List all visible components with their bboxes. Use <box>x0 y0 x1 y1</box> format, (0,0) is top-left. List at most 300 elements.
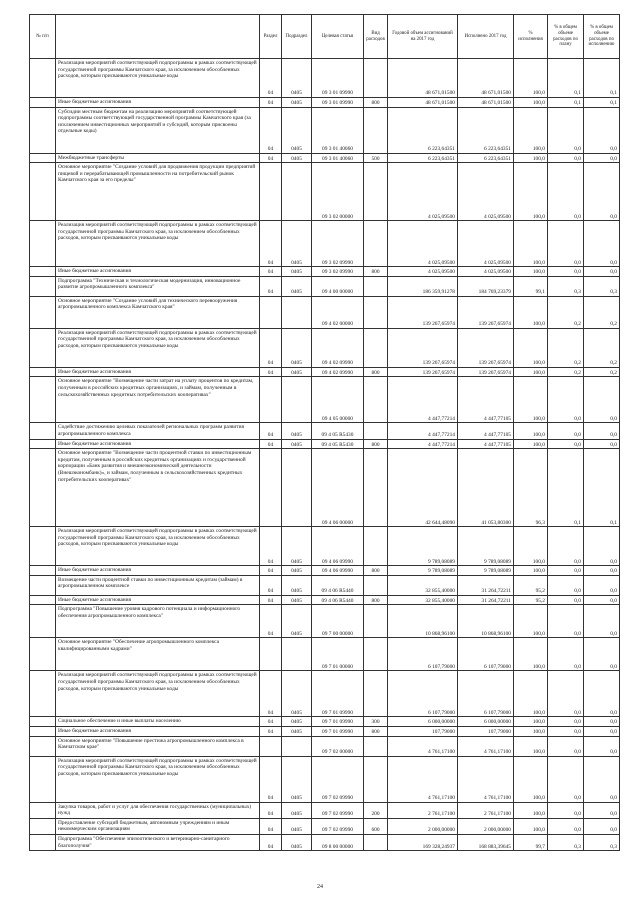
table-row <box>30 107 620 153</box>
cell-plan: 4 025,09500 <box>388 221 458 267</box>
cell-plan: 9 789,08089 <box>388 527 458 566</box>
cell-percent: 100,0 <box>514 818 548 834</box>
table-row <box>30 575 620 595</box>
cell-plan: 6 107,79000 <box>388 671 458 717</box>
cell-plan: 4 025,09500 <box>388 163 458 221</box>
cell-share-plan: 0,0 <box>548 726 584 736</box>
table-row <box>30 566 620 576</box>
cell-target-article: 09 3 01 40060 <box>312 153 364 163</box>
cell-num <box>30 267 56 277</box>
cell-podrazdel <box>282 449 312 527</box>
cell-executed: 6 223,64351 <box>458 107 514 153</box>
cell-share-fact: 0,3 <box>584 276 620 296</box>
cell-share-fact: 0,0 <box>584 575 620 595</box>
cell-name: Основное мероприятие "Создание условий для продвижения продукции предприятий пищевой и перерабатывающей промышленности на потребительский рынок Камчатского края за его пределы" <box>56 163 260 221</box>
cell-num <box>30 726 56 736</box>
cell-razdel: 04 <box>260 527 282 566</box>
cell-share-fact: 0,0 <box>584 717 620 727</box>
cell-share-fact: 0,0 <box>584 439 620 449</box>
cell-share-plan: 0,1 <box>548 98 584 108</box>
cell-razdel <box>260 638 282 671</box>
cell-name: Предоставление субсидий бюджетным, автономным учреждениям и иным некоммерческим организациям <box>56 818 260 834</box>
cell-num <box>30 276 56 296</box>
cell-razdel: 04 <box>260 802 282 818</box>
table-row <box>30 377 620 423</box>
cell-podrazdel: 0405 <box>282 98 312 108</box>
budget-table-page <box>29 14 619 851</box>
cell-share-fact: 0,0 <box>584 726 620 736</box>
cell-share-plan: 0,0 <box>548 107 584 153</box>
col-header-target-article: Целевая статья <box>312 15 364 59</box>
cell-razdel <box>260 449 282 527</box>
cell-razdel: 04 <box>260 423 282 439</box>
cell-percent: 100,0 <box>514 296 548 328</box>
cell-executed: 4 025,09500 <box>458 163 514 221</box>
cell-razdel <box>260 736 282 756</box>
cell-target-article: 09 4 05 R5430 <box>312 439 364 449</box>
cell-share-fact: 0,0 <box>584 267 620 277</box>
col-header-num: № п/п <box>30 15 56 59</box>
cell-plan: 2 761,17100 <box>388 802 458 818</box>
cell-razdel: 04 <box>260 328 282 367</box>
cell-expense-type <box>364 527 388 566</box>
cell-plan: 32 855,40000 <box>388 595 458 605</box>
cell-plan: 107,79000 <box>388 726 458 736</box>
table-row <box>30 367 620 377</box>
cell-razdel: 04 <box>260 153 282 163</box>
table-row <box>30 726 620 736</box>
cell-expense-type: 800 <box>364 566 388 576</box>
cell-target-article: 09 3 01 09990 <box>312 59 364 98</box>
cell-target-article: 09 7 00 00000 <box>312 605 364 638</box>
cell-share-fact: 0,0 <box>584 153 620 163</box>
cell-target-article: 09 4 05 00000 <box>312 377 364 423</box>
col-header-share-fact: % в общем объеме расходов по исполнению <box>584 15 620 59</box>
cell-num <box>30 377 56 423</box>
cell-expense-type <box>364 605 388 638</box>
cell-target-article: 09 7 01 09990 <box>312 717 364 727</box>
table-row <box>30 296 620 328</box>
cell-plan: 4 025,09500 <box>388 267 458 277</box>
cell-name: Иные бюджетные ассигнования <box>56 267 260 277</box>
cell-share-plan: 0,0 <box>548 671 584 717</box>
cell-percent: 100,0 <box>514 107 548 153</box>
table-row <box>30 736 620 756</box>
cell-num <box>30 449 56 527</box>
cell-name: Иные бюджетные ассигнования <box>56 566 260 576</box>
cell-razdel: 04 <box>260 605 282 638</box>
col-header-percent: % исполнения <box>514 15 548 59</box>
cell-share-fact: 0,0 <box>584 671 620 717</box>
cell-podrazdel: 0405 <box>282 59 312 98</box>
cell-podrazdel <box>282 377 312 423</box>
table-row <box>30 267 620 277</box>
cell-num <box>30 736 56 756</box>
cell-share-fact: 0,0 <box>584 595 620 605</box>
cell-expense-type <box>364 276 388 296</box>
cell-name: Подпрограмма "Обеспечение эпизоотического и ветеринарно-санитарного благополучия" <box>56 834 260 850</box>
cell-name: Иные бюджетные ассигнования <box>56 98 260 108</box>
cell-percent: 100,0 <box>514 605 548 638</box>
cell-num <box>30 59 56 98</box>
table-header-row <box>30 15 620 59</box>
cell-share-fact: 0,0 <box>584 818 620 834</box>
table-row <box>30 153 620 163</box>
cell-name: Основное мероприятие "Создание условий для технического перевооружения агропромышленного комплекса Камчатского края" <box>56 296 260 328</box>
cell-share-plan: 0,0 <box>548 605 584 638</box>
cell-plan: 139 267,65974 <box>388 296 458 328</box>
cell-share-fact: 0,2 <box>584 328 620 367</box>
cell-num <box>30 671 56 717</box>
cell-name: Закупка товаров, работ и услуг для обеспечения государственных (муниципальных) нужд <box>56 802 260 818</box>
cell-plan: 32 855,40000 <box>388 575 458 595</box>
cell-plan: 6 223,64351 <box>388 107 458 153</box>
cell-plan: 4 447,77214 <box>388 423 458 439</box>
cell-num <box>30 717 56 727</box>
cell-executed: 107,79000 <box>458 726 514 736</box>
cell-plan: 139 267,65974 <box>388 367 458 377</box>
cell-executed: 48 671,01500 <box>458 59 514 98</box>
cell-expense-type <box>364 575 388 595</box>
cell-percent: 100,0 <box>514 726 548 736</box>
cell-target-article: 09 7 01 09990 <box>312 671 364 717</box>
cell-podrazdel: 0405 <box>282 439 312 449</box>
cell-percent: 96,3 <box>514 449 548 527</box>
cell-razdel: 04 <box>260 595 282 605</box>
cell-executed: 31 264,72211 <box>458 575 514 595</box>
cell-target-article: 09 3 02 09990 <box>312 267 364 277</box>
cell-expense-type <box>364 163 388 221</box>
cell-percent: 100,0 <box>514 59 548 98</box>
cell-name: Основное мероприятие "Возмещение части процентной ставки по инвестиционным кредитам, полученным в российских кредитных организациях и государственной корпорации «Банк развития и внешнеэкономической деятельности (Внешэкономбанк)», и займам, полученным в сельскохозяйственных кредитных потребительских кооперативах" <box>56 449 260 527</box>
cell-plan: 6 107,79000 <box>388 638 458 671</box>
cell-name: Иные бюджетные ассигнования <box>56 726 260 736</box>
cell-podrazdel: 0405 <box>282 527 312 566</box>
cell-razdel <box>260 163 282 221</box>
cell-razdel: 04 <box>260 276 282 296</box>
cell-razdel: 04 <box>260 439 282 449</box>
cell-percent: 100,0 <box>514 153 548 163</box>
cell-name: Основное мероприятие "Повышение престижа агропромышленного комплекса в Камчатском крае" <box>56 736 260 756</box>
cell-num <box>30 367 56 377</box>
cell-percent: 100,0 <box>514 98 548 108</box>
cell-name: Подпрограмма "Повышение уровня кадрового потенциала и информационного обеспечения агропромышленного комплекса" <box>56 605 260 638</box>
table-row <box>30 638 620 671</box>
cell-podrazdel: 0405 <box>282 221 312 267</box>
cell-expense-type: 800 <box>364 367 388 377</box>
cell-podrazdel: 0405 <box>282 276 312 296</box>
cell-podrazdel: 0405 <box>282 756 312 802</box>
cell-share-plan: 0,3 <box>548 276 584 296</box>
cell-num <box>30 595 56 605</box>
cell-num <box>30 834 56 850</box>
cell-share-plan: 0,0 <box>548 566 584 576</box>
table-row <box>30 717 620 727</box>
cell-share-fact: 0,0 <box>584 221 620 267</box>
cell-podrazdel: 0405 <box>282 595 312 605</box>
cell-target-article: 09 7 02 09990 <box>312 802 364 818</box>
cell-share-fact: 0,0 <box>584 527 620 566</box>
cell-share-fact: 0,0 <box>584 756 620 802</box>
cell-razdel: 04 <box>260 98 282 108</box>
cell-podrazdel: 0405 <box>282 566 312 576</box>
cell-target-article: 09 3 01 40060 <box>312 107 364 153</box>
cell-expense-type: 300 <box>364 717 388 727</box>
cell-executed: 2 761,17100 <box>458 802 514 818</box>
cell-num <box>30 328 56 367</box>
page-number: 24 <box>317 884 323 890</box>
cell-plan: 6 000,00000 <box>388 717 458 727</box>
cell-executed: 9 789,08089 <box>458 527 514 566</box>
cell-share-fact: 0,3 <box>584 834 620 850</box>
cell-share-fact: 0,0 <box>584 566 620 576</box>
cell-num <box>30 527 56 566</box>
cell-executed: 31 264,72211 <box>458 595 514 605</box>
cell-name: Межбюджетные трансферты <box>56 153 260 163</box>
cell-share-plan: 0,1 <box>548 59 584 98</box>
table-row <box>30 834 620 850</box>
cell-share-fact: 0,1 <box>584 59 620 98</box>
cell-target-article: 09 7 01 09990 <box>312 726 364 736</box>
cell-percent: 100,0 <box>514 717 548 727</box>
cell-razdel: 04 <box>260 566 282 576</box>
cell-executed: 4 761,17100 <box>458 736 514 756</box>
cell-target-article: 09 4 06 09990 <box>312 527 364 566</box>
cell-share-plan: 0,1 <box>548 449 584 527</box>
cell-target-article: 09 7 02 09990 <box>312 818 364 834</box>
cell-share-fact: 0,0 <box>584 423 620 439</box>
cell-name: Основное мероприятие "Обеспечение агропромышленного комплекса квалифицированными кадрами" <box>56 638 260 671</box>
cell-target-article: 09 4 06 00000 <box>312 449 364 527</box>
cell-num <box>30 566 56 576</box>
cell-share-plan: 0,2 <box>548 367 584 377</box>
col-header-podrazdel: Подраздел <box>282 15 312 59</box>
cell-podrazdel: 0405 <box>282 726 312 736</box>
cell-plan: 48 671,01500 <box>388 59 458 98</box>
cell-plan: 4 447,77214 <box>388 439 458 449</box>
cell-target-article: 09 4 06 R5440 <box>312 595 364 605</box>
cell-executed: 6 223,64351 <box>458 153 514 163</box>
table-body <box>30 59 620 851</box>
table-row <box>30 59 620 98</box>
cell-expense-type <box>364 107 388 153</box>
cell-percent: 100,0 <box>514 802 548 818</box>
cell-podrazdel: 0405 <box>282 605 312 638</box>
cell-percent: 99,7 <box>514 834 548 850</box>
cell-razdel <box>260 377 282 423</box>
cell-target-article: 09 3 01 09990 <box>312 98 364 108</box>
cell-plan: 4 761,17100 <box>388 736 458 756</box>
cell-razdel: 04 <box>260 267 282 277</box>
cell-razdel: 04 <box>260 717 282 727</box>
cell-razdel: 04 <box>260 221 282 267</box>
cell-percent: 100,0 <box>514 221 548 267</box>
cell-name: Возмещение части процентной ставки по инвестиционным кредитам (займам) в агропромышленном комплексе <box>56 575 260 595</box>
cell-expense-type <box>364 377 388 423</box>
cell-share-plan: 0,0 <box>548 638 584 671</box>
cell-razdel: 04 <box>260 834 282 850</box>
cell-target-article: 09 7 02 09990 <box>312 756 364 802</box>
cell-executed: 184 769,23379 <box>458 276 514 296</box>
cell-percent: 95,2 <box>514 595 548 605</box>
table-row <box>30 605 620 638</box>
cell-num <box>30 107 56 153</box>
cell-expense-type <box>364 296 388 328</box>
cell-expense-type: 800 <box>364 98 388 108</box>
cell-expense-type <box>364 221 388 267</box>
cell-podrazdel <box>282 638 312 671</box>
cell-num <box>30 153 56 163</box>
cell-share-fact: 0,0 <box>584 802 620 818</box>
cell-name: Иные бюджетные ассигнования <box>56 367 260 377</box>
cell-executed: 9 789,08089 <box>458 566 514 576</box>
cell-name: Иные бюджетные ассигнования <box>56 439 260 449</box>
cell-percent: 100,0 <box>514 367 548 377</box>
table-row <box>30 818 620 834</box>
cell-podrazdel: 0405 <box>282 267 312 277</box>
cell-executed: 41 053,80300 <box>458 449 514 527</box>
cell-percent: 100,0 <box>514 163 548 221</box>
table-row <box>30 163 620 221</box>
cell-num <box>30 423 56 439</box>
cell-name: Основное мероприятие "Возмещение части затрат на уплату процентов по кредитам, полученным в российских кредитных организациях, и займам, полученным в сельскохозяйственных кредитных потребительских кооперативах" <box>56 377 260 423</box>
cell-razdel: 04 <box>260 756 282 802</box>
cell-target-article: 09 8 00 00000 <box>312 834 364 850</box>
cell-executed: 4 447,77105 <box>458 439 514 449</box>
cell-target-article: 09 4 02 00000 <box>312 296 364 328</box>
table-row <box>30 439 620 449</box>
cell-share-plan: 0,0 <box>548 527 584 566</box>
cell-razdel: 04 <box>260 818 282 834</box>
cell-share-plan: 0,0 <box>548 595 584 605</box>
cell-num <box>30 638 56 671</box>
col-header-razdel: Раздел <box>260 15 282 59</box>
table-row <box>30 449 620 527</box>
cell-name: Реализация мероприятий соответствующей подпрограммы в рамках соответствующей государственной программы Камчатского края, за исключением обособленных расходов, которым присваиваются уникальные коды <box>56 527 260 566</box>
cell-share-plan: 0,0 <box>548 267 584 277</box>
cell-share-plan: 0,0 <box>548 575 584 595</box>
cell-name: Реализация мероприятий соответствующей подпрограммы в рамках соответствующей государственной программы Камчатского края, за исключением обособленных расходов, которым присваиваются уникальные коды <box>56 671 260 717</box>
cell-percent: 100,0 <box>514 267 548 277</box>
cell-executed: 4 025,09500 <box>458 221 514 267</box>
cell-num <box>30 818 56 834</box>
cell-podrazdel <box>282 163 312 221</box>
cell-executed: 10 868,96100 <box>458 605 514 638</box>
cell-percent: 99,1 <box>514 276 548 296</box>
cell-executed: 6 107,79000 <box>458 671 514 717</box>
cell-share-plan: 0,0 <box>548 423 584 439</box>
cell-name: Иные бюджетные ассигнования <box>56 595 260 605</box>
cell-share-fact: 0,0 <box>584 107 620 153</box>
cell-executed: 168 883,39645 <box>458 834 514 850</box>
cell-num <box>30 163 56 221</box>
cell-razdel <box>260 296 282 328</box>
cell-expense-type <box>364 736 388 756</box>
cell-share-plan: 0,2 <box>548 328 584 367</box>
cell-num <box>30 575 56 595</box>
cell-num <box>30 756 56 802</box>
cell-podrazdel <box>282 296 312 328</box>
table-row <box>30 328 620 367</box>
cell-expense-type: 800 <box>364 595 388 605</box>
cell-podrazdel: 0405 <box>282 367 312 377</box>
cell-plan: 4 761,17100 <box>388 756 458 802</box>
cell-percent: 100,0 <box>514 527 548 566</box>
cell-target-article: 09 4 02 09990 <box>312 367 364 377</box>
cell-target-article: 09 4 05 R5430 <box>312 423 364 439</box>
table-row <box>30 756 620 802</box>
cell-share-plan: 0,0 <box>548 717 584 727</box>
cell-num <box>30 802 56 818</box>
cell-share-fact: 0,0 <box>584 163 620 221</box>
cell-razdel: 04 <box>260 575 282 595</box>
cell-share-fact: 0,0 <box>584 638 620 671</box>
cell-executed: 6 107,79000 <box>458 638 514 671</box>
cell-target-article: 09 3 02 09990 <box>312 221 364 267</box>
cell-percent: 100,0 <box>514 736 548 756</box>
cell-executed: 139 267,65974 <box>458 296 514 328</box>
cell-share-fact: 0,0 <box>584 605 620 638</box>
budget-table <box>29 14 620 851</box>
cell-target-article: 09 4 06 R5440 <box>312 575 364 595</box>
cell-name: Реализация мероприятий соответствующей подпрограммы в рамках соответствующей государственной программы Камчатского края, за исключением обособленных расходов, которым присваиваются уникальные коды <box>56 221 260 267</box>
cell-share-plan: 0,0 <box>548 377 584 423</box>
cell-num <box>30 296 56 328</box>
cell-share-fact: 0,0 <box>584 377 620 423</box>
table-row <box>30 221 620 267</box>
col-header-name <box>56 15 260 59</box>
cell-share-fact: 0,1 <box>584 449 620 527</box>
cell-plan: 9 789,08089 <box>388 566 458 576</box>
cell-share-plan: 0,2 <box>548 296 584 328</box>
table-row <box>30 98 620 108</box>
cell-name: Реализация мероприятий соответствующей подпрограммы в рамках соответствующей государственной программы Камчатского края, за исключением обособленных расходов, которым присваиваются уникальные коды <box>56 59 260 98</box>
cell-plan: 6 223,64351 <box>388 153 458 163</box>
cell-share-fact: 0,2 <box>584 367 620 377</box>
cell-razdel: 04 <box>260 107 282 153</box>
cell-plan: 48 671,01500 <box>388 98 458 108</box>
cell-share-plan: 0,0 <box>548 802 584 818</box>
cell-percent: 100,0 <box>514 439 548 449</box>
cell-share-fact: 0,1 <box>584 98 620 108</box>
cell-expense-type <box>364 59 388 98</box>
cell-share-plan: 0,0 <box>548 439 584 449</box>
cell-target-article: 09 4 02 09990 <box>312 328 364 367</box>
cell-executed: 4 447,77105 <box>458 377 514 423</box>
cell-num <box>30 605 56 638</box>
table-row <box>30 671 620 717</box>
cell-razdel: 04 <box>260 726 282 736</box>
cell-podrazdel: 0405 <box>282 671 312 717</box>
cell-executed: 2 000,00000 <box>458 818 514 834</box>
cell-expense-type <box>364 756 388 802</box>
col-header-share-plan: % в общем объеме расходов по плану <box>548 15 584 59</box>
cell-expense-type: 800 <box>364 726 388 736</box>
cell-expense-type <box>364 671 388 717</box>
cell-percent: 100,0 <box>514 328 548 367</box>
cell-num <box>30 439 56 449</box>
cell-expense-type <box>364 638 388 671</box>
cell-share-plan: 0,0 <box>548 818 584 834</box>
cell-plan: 169 328,24937 <box>388 834 458 850</box>
cell-name: Подпрограмма "Техническая и технологическая модернизация, инновационное развитие агропромышленного комплекса" <box>56 276 260 296</box>
cell-podrazdel: 0405 <box>282 575 312 595</box>
cell-expense-type: 800 <box>364 267 388 277</box>
cell-name: Реализация мероприятий соответствующей подпрограммы в рамках соответствующей государственной программы Камчатского края, за исключением обособленных расходов, которым присваиваются уникальные коды <box>56 328 260 367</box>
table-row <box>30 276 620 296</box>
cell-expense-type <box>364 449 388 527</box>
cell-percent: 100,0 <box>514 638 548 671</box>
